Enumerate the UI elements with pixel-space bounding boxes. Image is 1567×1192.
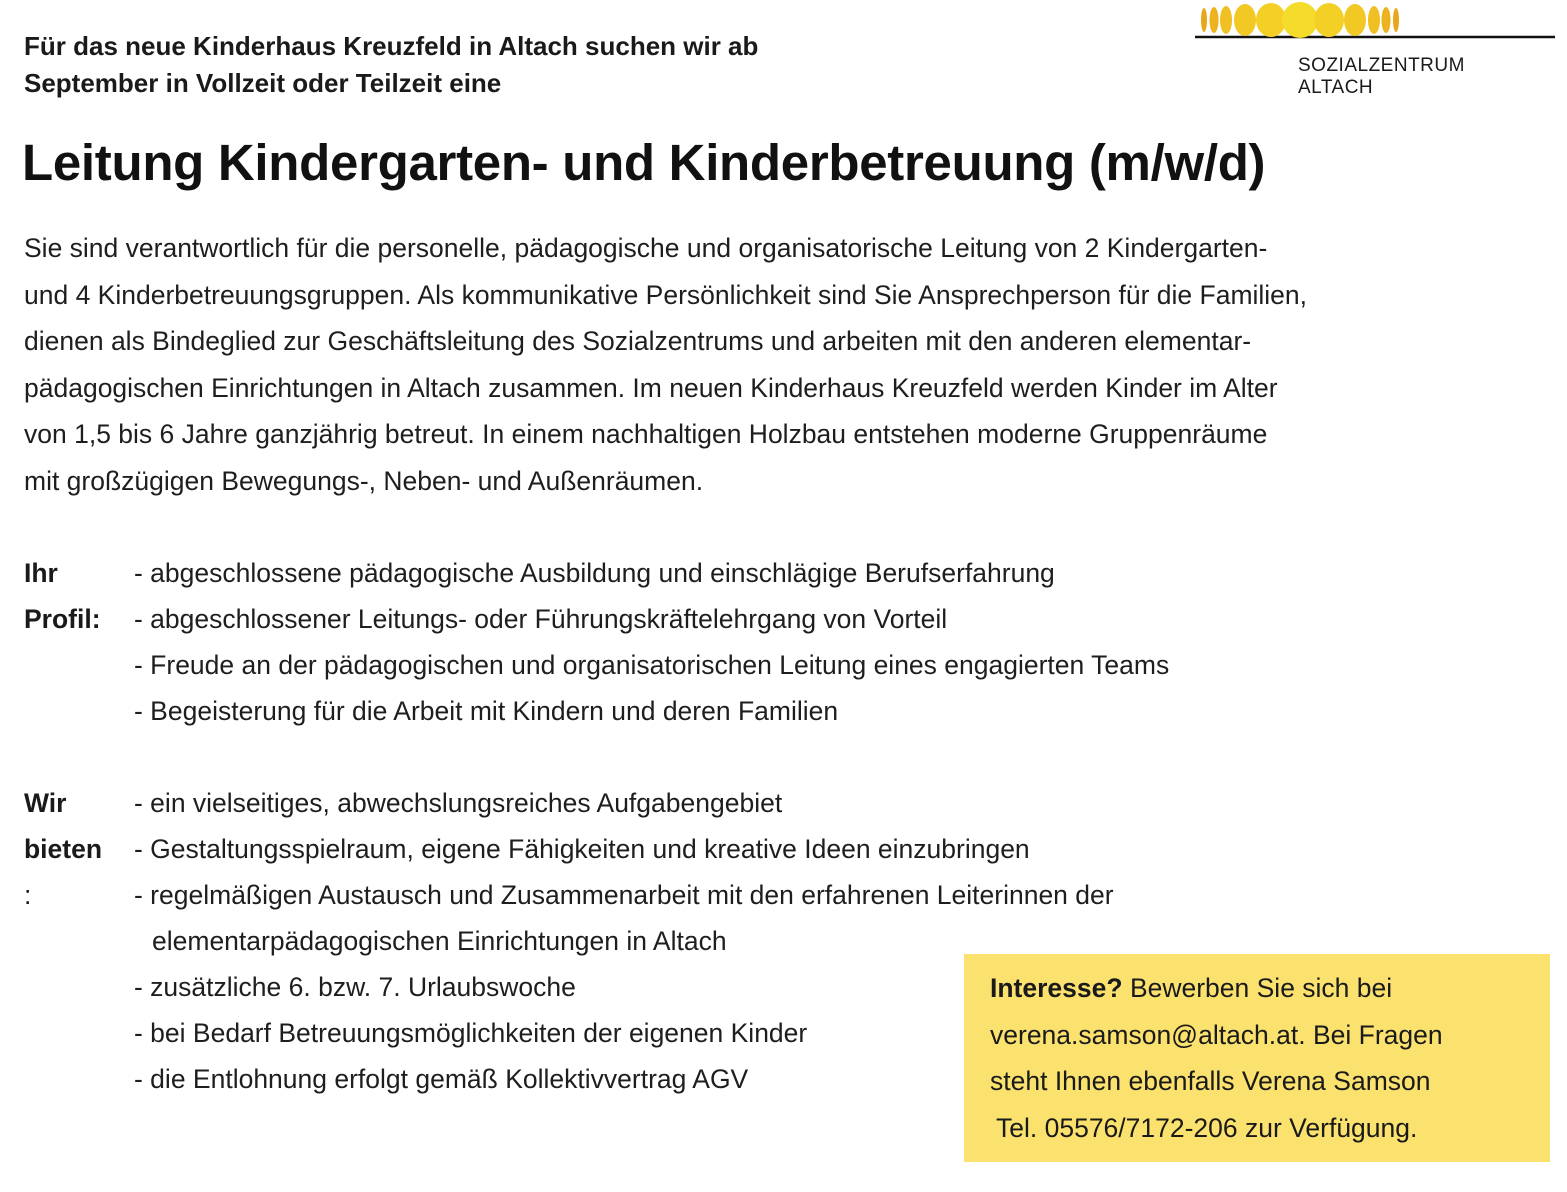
description-line: dienen als Bindeglied zur Geschäftsleitung des Sozialzentrums und arbeiten mit den anderen elementar- — [24, 326, 1252, 356]
profile-label — [24, 550, 134, 642]
contact-line-1 — [990, 965, 1443, 1012]
job-title: Leitung Kindergarten- und Kinderbetreuung (m/w/d) — [22, 134, 1266, 191]
sozialzentrum-logo — [1190, 0, 1555, 110]
description-line: von 1,5 bis 6 Jahre ganzjährig betreut. In einem nachhaltigen Holzbau entstehen moderne Gruppenräume — [24, 419, 1268, 449]
contact-lead: Interesse? — [990, 973, 1123, 1003]
sun-dots-logo-icon — [1190, 0, 1555, 50]
logo-line-2: ALTACH — [1298, 77, 1374, 98]
profile-list — [134, 550, 1169, 734]
offer-label-word: bieten — [24, 834, 103, 864]
list-item: - bei Bedarf Betreuungsmöglichkeiten der eigenen Kinder — [134, 1018, 808, 1048]
list-item: - zusätzliche 6. bzw. 7. Urlaubswoche — [134, 972, 576, 1002]
offer-label — [24, 780, 134, 918]
contact-box — [964, 954, 1550, 1162]
intro-text — [24, 28, 758, 102]
description-line: pädagogischen Einrichtungen in Altach zusammen. Im neuen Kinderhaus Kreuzfeld werden Kinder im Alter — [24, 372, 1278, 403]
intro-line-2: September in Vollzeit oder Teilzeit eine — [24, 68, 502, 98]
description-line: Sie sind verantwortlich für die personelle, pädagogische und organisatorische Leitung von 2 Kindergarten- — [24, 233, 1268, 263]
description-line: mit großzügigen Bewegungs-, Neben- und Außenräumen. — [24, 465, 704, 496]
profile-label-line-1: Ihr — [24, 558, 58, 588]
description-line: und 4 Kinderbetreuungsgruppen. Als kommunikative Persönlichkeit sind Sie Ansprechperson für die Familien, — [24, 279, 1308, 310]
list-item: - ein vielseitiges, abwechslungsreiches Aufgabengebiet — [134, 788, 783, 818]
profile-label-line-2: Profil: — [24, 604, 101, 634]
list-item: - regelmäßigen Austausch und Zusammenarbeit mit den erfahrenen Leiterinnen der — [134, 880, 1114, 910]
list-item: - Gestaltungsspielraum, eigene Fähigkeiten und kreative Ideen einzubringen — [134, 834, 1030, 864]
contact-line-3: steht Ihnen ebenfalls Verena Samson — [990, 1066, 1431, 1096]
job-description — [24, 225, 1307, 504]
list-item: - die Entlohnung erfolgt gemäß Kollektivvertrag AGV — [134, 1064, 749, 1094]
logo-wordmark — [1298, 55, 1465, 99]
offer-label-colon: : — [24, 880, 32, 910]
intro-line-1: Für das neue Kinderhaus Kreuzfeld in Altach suchen wir ab — [24, 31, 759, 61]
offer-label-line-1: Wir — [24, 788, 67, 818]
list-item: - abgeschlossener Leitungs- oder Führungskräftelehrgang von Vorteil — [134, 604, 948, 634]
logo-line-1: SOZIALZENTRUM — [1298, 55, 1465, 76]
list-item: - abgeschlossene pädagogische Ausbildung und einschlägige Berufserfahrung — [134, 558, 1055, 588]
contact-text — [990, 965, 1443, 1151]
list-item-continuation: elementarpädagogischen Einrichtungen in Altach — [152, 926, 727, 956]
list-item: - Freude an der pädagogischen und organisatorischen Leitung eines engagierten Teams — [134, 650, 1170, 680]
contact-phone-line: Tel. 05576/7172-206 zur Verfügung. — [996, 1112, 1418, 1143]
contact-email-line[interactable]: verena.samson@altach.at. Bei Fragen — [990, 1019, 1443, 1050]
contact-line-1-rest: Bewerben Sie sich bei — [1122, 973, 1393, 1003]
list-item: - Begeisterung für die Arbeit mit Kindern und deren Familien — [134, 696, 839, 726]
offer-label-line-2 — [24, 826, 134, 918]
